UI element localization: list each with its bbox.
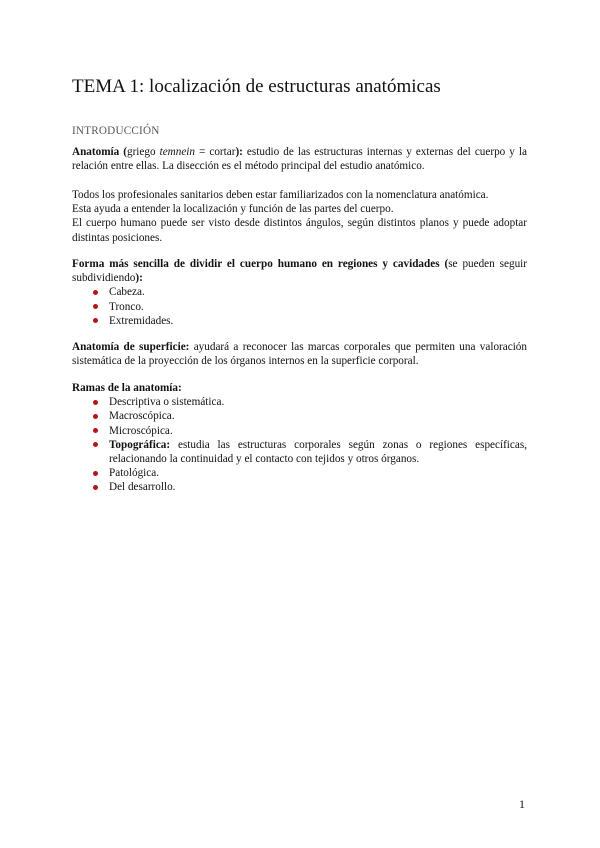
list-item: Del desarrollo. (109, 480, 527, 494)
greek-suffix: = cortar (195, 146, 236, 158)
anatomia-term: Anatomía ( (72, 146, 127, 158)
anatomia-description: estudio de las estructuras internas y externas del cuerpo y la relación entre ellas. La disección es el método principal del estudio anatómico. (72, 146, 527, 173)
intro-heading: INTRODUCCIÓN (72, 125, 160, 137)
anatomia-definition-text (72, 145, 527, 173)
greek-prefix: griego (126, 146, 160, 158)
list-item: Descriptiva o sistemática. (109, 395, 527, 409)
list-item: Macroscópica. (109, 409, 527, 423)
professionals-line-1: Todos los profesionales sanitarios deben estar familiarizados con la nomenclatura anatómica. (72, 189, 489, 201)
body-division-bold: Forma más sencilla de dividir el cuerpo humano en regiones y cavidades ( (72, 258, 449, 270)
body-division-close: ): (135, 272, 143, 285)
professionals-paragraph (72, 188, 527, 245)
page-title: TEMA 1: localización de estructuras anatómicas (72, 76, 441, 97)
anatomia-definition (72, 145, 527, 173)
body-division-intro (72, 257, 527, 285)
page-number: 1 (519, 797, 525, 811)
list-item: Extremidades. (109, 314, 527, 328)
surface-anatomy-term: Anatomía de superficie: (72, 341, 190, 353)
topografica-term: Topográfica: (109, 438, 171, 451)
greek-word: temnein (159, 146, 196, 158)
surface-anatomy-section (72, 340, 527, 368)
surface-anatomy-description: ayudará a reconocer las marcas corporales que permiten una valoración sistemática de la proyección de los órganos internos en la superficie corporal. (72, 341, 527, 368)
surface-anatomy-text (72, 340, 527, 368)
list-item: Patológica. (109, 466, 527, 480)
anatomia-term-close: ): (235, 146, 243, 158)
list-item: Microscópica. (109, 424, 527, 438)
anatomy-branches-section (72, 381, 527, 495)
body-division-list (72, 285, 527, 328)
list-item: Tronco. (109, 300, 527, 314)
anatomy-branches-heading (72, 381, 527, 395)
anatomy-branches-list (72, 395, 527, 494)
list-item (109, 438, 527, 466)
professionals-line-2: Esta ayuda a entender la localización y función de las partes del cuerpo. (72, 203, 394, 216)
body-division-note: se pueden seguir subdividiendo (72, 258, 528, 285)
anatomy-branches-heading-text: Ramas de la anatomía: (72, 382, 182, 394)
professionals-line-3: El cuerpo humano puede ser visto desde distintos ángulos, según distintos planos y puede adoptar distintas posiciones. (72, 217, 527, 244)
list-item: Cabeza. (109, 285, 527, 299)
topografica-description: estudia las estructuras corporales según zonas o regiones específicas, relacionando la continuidad y el contacto con tejidos y otros órganos. (109, 438, 527, 466)
body-division-section (72, 257, 527, 328)
